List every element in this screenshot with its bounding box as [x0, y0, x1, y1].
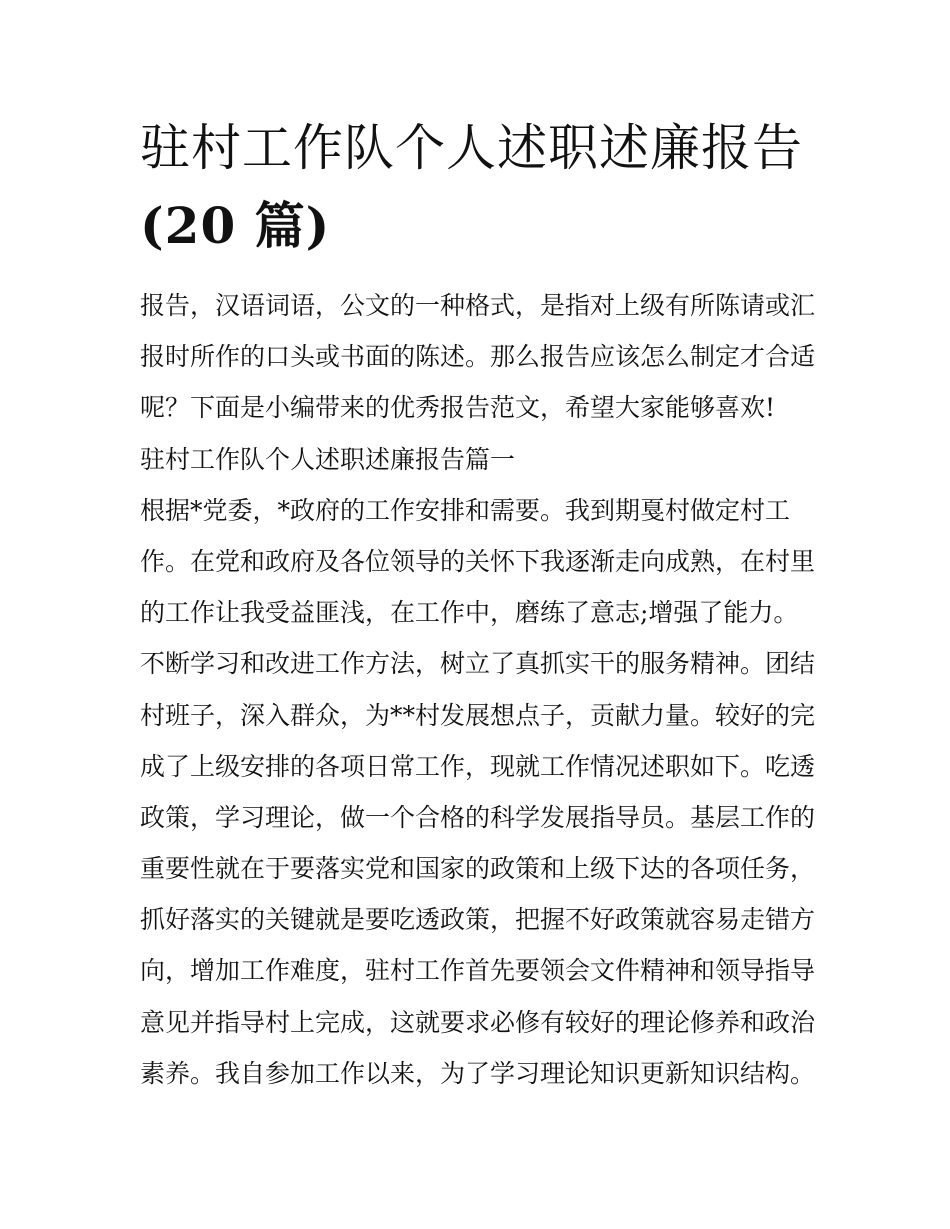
body-line: 抓好落实的关键就是要吃透政策，把握不好政策就容易走错方	[140, 905, 816, 935]
body-line: 作。在党和政府及各位领导的关怀下我逐渐走向成熟，在村里	[140, 546, 816, 576]
body-line: 根据*党委，*政府的工作安排和需要。我到期戛村做定村工	[140, 495, 791, 525]
section-heading: 驻村工作队个人述职述廉报告篇一	[140, 444, 516, 474]
title-line-2: (20 篇)	[140, 196, 331, 255]
body-line: 意见并指导村上完成，这就要求必修有较好的理论修养和政治	[140, 1007, 816, 1037]
body-line: 成了上级安排的各项日常工作，现就工作情况述职如下。吃透	[140, 751, 816, 781]
document-body	[140, 280, 820, 1099]
body-line: 重要性就在于要落实党和国家的政策和上级下达的各项任务，	[140, 854, 816, 884]
body-line: 不断学习和改进工作方法，树立了真抓实干的服务精神。团结	[140, 649, 816, 679]
document-title	[140, 112, 820, 262]
body-line: 素养。我自参加工作以来，为了学习理论知识更新知识结构。	[140, 1058, 816, 1088]
intro-line: 报时所作的口头或书面的陈述。那么报告应该怎么制定才合适	[140, 342, 816, 372]
title-line-1: 驻村工作队个人述职述廉报告	[140, 119, 803, 177]
body-line: 村班子，深入群众，为**村发展想点子，贡献力量。较好的完	[140, 700, 816, 730]
body-line: 政策，学习理论，做一个合格的科学发展指导员。基层工作的	[140, 802, 816, 832]
body-line: 向，增加工作难度，驻村工作首先要领会文件精神和领导指导	[140, 956, 816, 986]
intro-line: 报告，汉语词语，公文的一种格式，是指对上级有所陈请或汇	[140, 291, 816, 320]
intro-line: 呢？下面是小编带来的优秀报告范文，希望大家能够喜欢!	[140, 393, 776, 423]
body-line: 的工作让我受益匪浅，在工作中，磨练了意志;增强了能力。	[140, 598, 799, 628]
